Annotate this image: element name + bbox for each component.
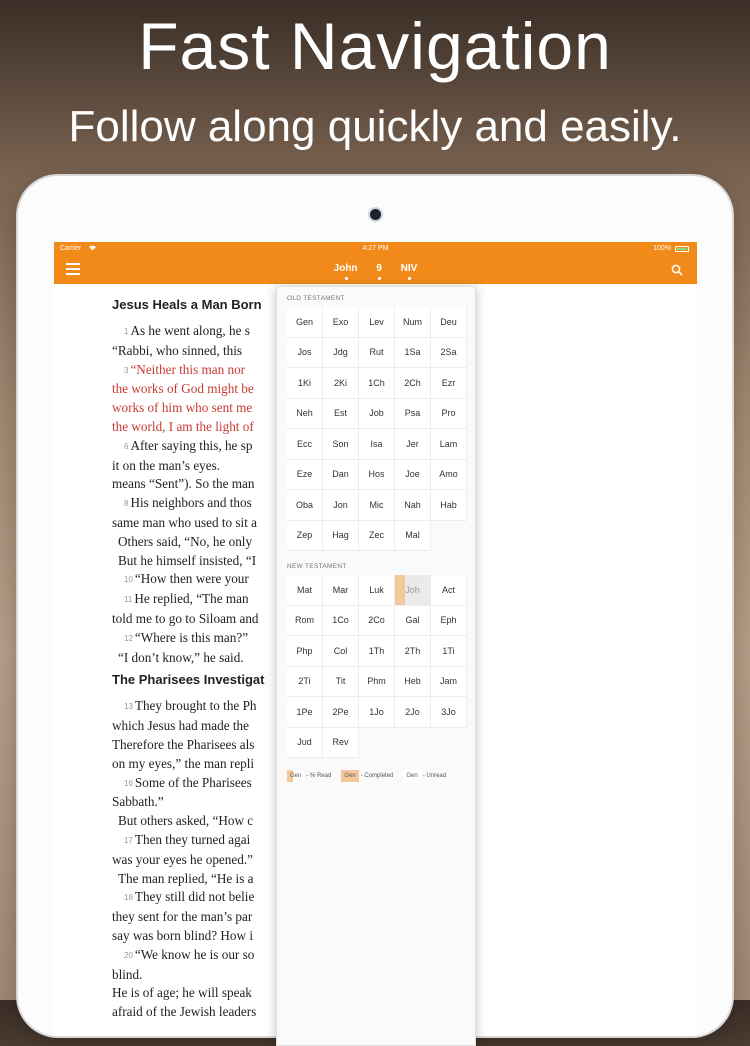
book-selector[interactable]: John [333, 263, 358, 274]
book-cell-zec[interactable] [359, 521, 395, 552]
book-cell-label: Eph [440, 615, 457, 626]
verse-text: He is of age; he will speak [112, 985, 252, 1001]
book-cell-jos[interactable] [287, 338, 323, 369]
book-cell-label: Psa [404, 408, 421, 419]
book-cell-mal[interactable] [395, 521, 431, 552]
book-cell-label: Jos [297, 347, 312, 358]
book-cell-label: 1Sa [404, 347, 421, 358]
book-cell-label: Mat [296, 584, 312, 595]
verse-text: His neighbors and thos [130, 495, 252, 511]
verse-text: The man replied, “He is a [118, 870, 254, 886]
book-cell-heb[interactable] [395, 667, 431, 698]
book-cell-mat[interactable] [287, 575, 323, 606]
verse-text: He replied, “The man [134, 591, 249, 607]
verse-number: 18 [124, 893, 133, 903]
book-cell-label: Dan [332, 469, 349, 480]
verse-text: blind. [112, 966, 143, 982]
book-cell-hag[interactable] [323, 521, 359, 552]
book-cell-label: Rev [332, 737, 349, 748]
verse-text: which Jesus had made the [112, 718, 249, 734]
book-cell-lam[interactable] [431, 429, 467, 460]
verse-text: But others asked, “How c [118, 813, 254, 829]
book-cell-rut[interactable] [359, 338, 395, 369]
book-cell-label: Joe [405, 469, 420, 480]
book-cell-label: Phm [367, 676, 386, 687]
verse-text: “I don’t know,” he said. [118, 649, 244, 665]
book-cell-label: Nah [404, 499, 421, 510]
book-cell-2ti[interactable] [287, 667, 323, 698]
book-cell-1th[interactable] [359, 636, 395, 667]
book-cell-label: Mar [332, 584, 349, 595]
verse-text: Others said, “No, he only [118, 533, 253, 549]
verse-number: 3 [124, 365, 129, 375]
book-cell-2ki[interactable] [323, 368, 359, 399]
book-cell-gal[interactable] [395, 606, 431, 637]
verse-text: told me to go to Siloam and [112, 610, 259, 626]
book-cell-luk[interactable] [359, 575, 395, 606]
book-cell-label: Zep [296, 530, 313, 541]
book-cell-label: Gen [295, 316, 313, 327]
old-testament-label: OLD TESTAMENT [287, 295, 345, 302]
book-cell-rev[interactable] [323, 728, 359, 759]
book-cell-label: Tit [335, 676, 346, 687]
book-cell-label: 3Jo [441, 706, 456, 717]
verse-text: “Rabbi, who sinned, this [112, 342, 243, 358]
book-cell-lev[interactable] [359, 307, 395, 338]
book-cell-3jo[interactable] [431, 697, 467, 728]
legend-unread-label: - Unread [422, 773, 447, 779]
book-cell-label: Heb [404, 676, 421, 687]
chapter-selector[interactable]: 9 [376, 263, 382, 274]
book-cell-1ki[interactable] [287, 368, 323, 399]
app-screen [54, 242, 697, 1036]
book-cell-psa[interactable] [395, 399, 431, 430]
verse-text: same man who used to sit a [112, 514, 258, 530]
book-cell-col[interactable] [323, 636, 359, 667]
legend-completed [341, 770, 393, 782]
book-cell-label: Hab [440, 499, 457, 510]
verse-text: the works of God might be [112, 381, 254, 397]
book-cell-1ti[interactable] [431, 636, 467, 667]
book-cell-2pe[interactable] [323, 697, 359, 728]
legend-completed-label: - Completed [360, 773, 394, 779]
book-cell-label: 1Ki [297, 377, 311, 388]
book-cell-jon[interactable] [323, 490, 359, 521]
book-cell-label: Jer [406, 438, 419, 449]
book-cell-1jo[interactable] [359, 697, 395, 728]
book-cell-label: 1Jo [369, 706, 384, 717]
book-cell-label: Jdg [333, 347, 348, 358]
verse-text: they sent for the man’s par [112, 909, 253, 925]
verse-text: “Neither this man nor [130, 361, 246, 377]
legend [287, 770, 475, 782]
book-cell-phm[interactable] [359, 667, 395, 698]
battery-percent: 100% [653, 245, 671, 252]
book-cell-label: 1Th [368, 645, 385, 656]
verse-text: “We know he is our so [134, 946, 255, 962]
book-cell-label: Job [369, 408, 384, 419]
book-picker-popover [276, 286, 476, 1046]
verse-text: works of him who sent me [112, 400, 253, 416]
promo-subheadline: Follow along quickly and easily. [68, 102, 682, 151]
verse-text: But he himself insisted, “I [118, 552, 257, 568]
promo-headline: Fast Navigation [138, 9, 612, 83]
book-cell-label: Eze [296, 469, 313, 480]
nav-bar [54, 256, 697, 284]
book-cell-gen[interactable] [287, 307, 323, 338]
book-cell-joe[interactable] [395, 460, 431, 491]
verse-text: “How then were your [134, 571, 249, 587]
book-cell-deu[interactable] [431, 307, 467, 338]
new-testament-grid [287, 575, 467, 758]
book-cell-label: Rom [294, 615, 314, 626]
legend-chip: Gen [403, 770, 420, 782]
book-cell-label: Mic [369, 499, 384, 510]
verse-text: Some of the Pharisees [134, 774, 252, 790]
book-cell-label: 1Ch [368, 377, 385, 388]
book-cell-ezr[interactable] [431, 368, 467, 399]
book-cell-label: 1Co [332, 615, 349, 626]
passage-selector [54, 263, 697, 274]
book-cell-joh[interactable] [395, 575, 431, 606]
new-testament-label: NEW TESTAMENT [287, 563, 347, 570]
book-cell-ecc[interactable] [287, 429, 323, 460]
book-cell-label: Jam [439, 676, 457, 687]
book-cell-label: Son [332, 438, 349, 449]
verse-text: Sabbath.” [112, 794, 164, 810]
book-cell-label: 2Co [368, 615, 385, 626]
verse-number: 13 [124, 702, 133, 712]
book-cell-label: Lam [439, 438, 458, 449]
book-cell-label: Oba [295, 499, 313, 510]
book-cell-tit[interactable] [323, 667, 359, 698]
book-cell-1pe[interactable] [287, 697, 323, 728]
book-cell-neh[interactable] [287, 399, 323, 430]
verse-text: the world, I am the light of [112, 418, 254, 434]
book-cell-eze[interactable] [287, 460, 323, 491]
book-cell-2co[interactable] [359, 606, 395, 637]
verse-number: 12 [124, 633, 133, 643]
version-selector[interactable]: NIV [400, 263, 418, 274]
verse-text: Therefore the Pharisees als [112, 736, 255, 752]
verse-text: Then they turned agai [134, 831, 251, 847]
book-cell-jdg[interactable] [323, 338, 359, 369]
book-cell-job[interactable] [359, 399, 395, 430]
verse-number: 17 [124, 835, 133, 845]
book-cell-label: Zec [368, 530, 384, 541]
verse-text: means “Sent”). So the man [112, 476, 255, 492]
verse-text: As he went along, he s [130, 323, 250, 338]
book-cell-mic[interactable] [359, 490, 395, 521]
book-cell-label: Gal [405, 615, 420, 626]
verse-text: on my eyes,” the man repli [112, 755, 255, 771]
book-cell-hos[interactable] [359, 460, 395, 491]
book-cell-label: Jud [297, 737, 312, 748]
verse-text: say was born blind? How i [112, 927, 254, 943]
book-cell-amo[interactable] [431, 460, 467, 491]
book-cell-label: Isa [370, 438, 383, 449]
book-cell-label: Act [441, 584, 455, 595]
book-cell-label: Col [333, 645, 348, 656]
book-cell-2jo[interactable] [395, 697, 431, 728]
verse-text: After saying this, he sp [130, 437, 253, 453]
book-cell-label: 1Pe [296, 706, 313, 717]
book-cell-exo[interactable] [323, 307, 359, 338]
verse-number: 8 [124, 499, 129, 509]
book-cell-label: 2Sa [440, 347, 457, 358]
book-cell-label: 2Ch [404, 377, 421, 388]
verse-number: 11 [124, 595, 133, 605]
book-cell-eph[interactable] [431, 606, 467, 637]
book-cell-act[interactable] [431, 575, 467, 606]
book-cell-isa[interactable] [359, 429, 395, 460]
book-cell-2th[interactable] [395, 636, 431, 667]
book-cell-jer[interactable] [395, 429, 431, 460]
section-heading: The Pharisees Investigat [112, 672, 265, 688]
book-cell-label: Joh [405, 584, 420, 595]
book-cell-label: 2Th [404, 645, 421, 656]
book-cell-2sa[interactable] [431, 338, 467, 369]
book-cell-hab[interactable] [431, 490, 467, 521]
verse-text: They brought to the Ph [134, 698, 257, 714]
book-cell-label: Jon [333, 499, 348, 510]
book-cell-label: Amo [439, 469, 458, 480]
verse-number: 20 [124, 950, 133, 960]
verse-text: “Where is this man?” [134, 629, 249, 645]
book-cell-label: 1Ti [442, 645, 455, 656]
book-cell-label: Luk [369, 584, 384, 595]
book-cell-label: Neh [296, 408, 313, 419]
book-cell-label: Exo [332, 316, 349, 327]
section-heading: Jesus Heals a Man Born [112, 297, 262, 312]
book-cell-dan[interactable] [323, 460, 359, 491]
book-cell-son[interactable] [323, 429, 359, 460]
book-cell-2ch[interactable] [395, 368, 431, 399]
legend-chip: Gen [287, 770, 304, 782]
book-cell-label: Mal [405, 530, 420, 541]
old-testament-grid [287, 307, 467, 551]
verse-number: 10 [124, 575, 133, 585]
book-cell-label: Ecc [296, 438, 312, 449]
book-cell-label: Hag [332, 530, 349, 541]
book-cell-rom[interactable] [287, 606, 323, 637]
verse-text: it on the man’s eyes. [112, 457, 221, 473]
book-cell-1co[interactable] [323, 606, 359, 637]
verse-number: 1 [124, 327, 129, 336]
book-cell-label: 2Pe [332, 706, 349, 717]
book-cell-nah[interactable] [395, 490, 431, 521]
legend-read [287, 770, 331, 782]
book-cell-label: Lev [369, 316, 384, 327]
verse-text: afraid of the Jewish leaders [112, 1004, 257, 1020]
book-cell-label: Est [333, 408, 347, 419]
book-cell-label: 2Ki [333, 377, 347, 388]
battery-icon [675, 246, 689, 252]
verse-text: was your eyes he opened.” [112, 851, 253, 867]
book-cell-label: Php [296, 645, 313, 656]
carrier-label: Carrier [60, 245, 82, 252]
legend-read-label: - % Read [306, 773, 332, 779]
status-bar [54, 242, 697, 256]
book-cell-jud[interactable] [287, 728, 323, 759]
legend-unread [403, 770, 446, 782]
book-cell-label: Hos [368, 469, 385, 480]
search-icon[interactable] [671, 263, 683, 275]
book-cell-zep[interactable] [287, 521, 323, 552]
tablet-frame [18, 176, 732, 1036]
book-cell-1sa[interactable] [395, 338, 431, 369]
verse-number: 16 [124, 778, 133, 788]
book-cell-php[interactable] [287, 636, 323, 667]
book-cell-label: Rut [369, 347, 384, 358]
book-cell-jam[interactable] [431, 667, 467, 698]
verse-number: 6 [124, 441, 129, 451]
book-cell-label: 2Jo [405, 706, 420, 717]
book-cell-label: Num [402, 316, 422, 327]
book-cell-oba[interactable] [287, 490, 323, 521]
book-cell-1ch[interactable] [359, 368, 395, 399]
book-cell-label: Pro [441, 408, 456, 419]
book-cell-mar[interactable] [323, 575, 359, 606]
book-cell-label: Ezr [441, 377, 456, 388]
book-cell-label: 2Ti [298, 676, 311, 687]
camera-icon [370, 209, 381, 220]
book-cell-label: Deu [440, 316, 457, 327]
legend-chip: Gen [341, 770, 358, 782]
book-cell-pro[interactable] [431, 399, 467, 430]
verse-text: They still did not belie [134, 889, 255, 905]
status-time: 4:27 PM [362, 245, 389, 252]
book-cell-est[interactable] [323, 399, 359, 430]
book-cell-num[interactable] [395, 307, 431, 338]
